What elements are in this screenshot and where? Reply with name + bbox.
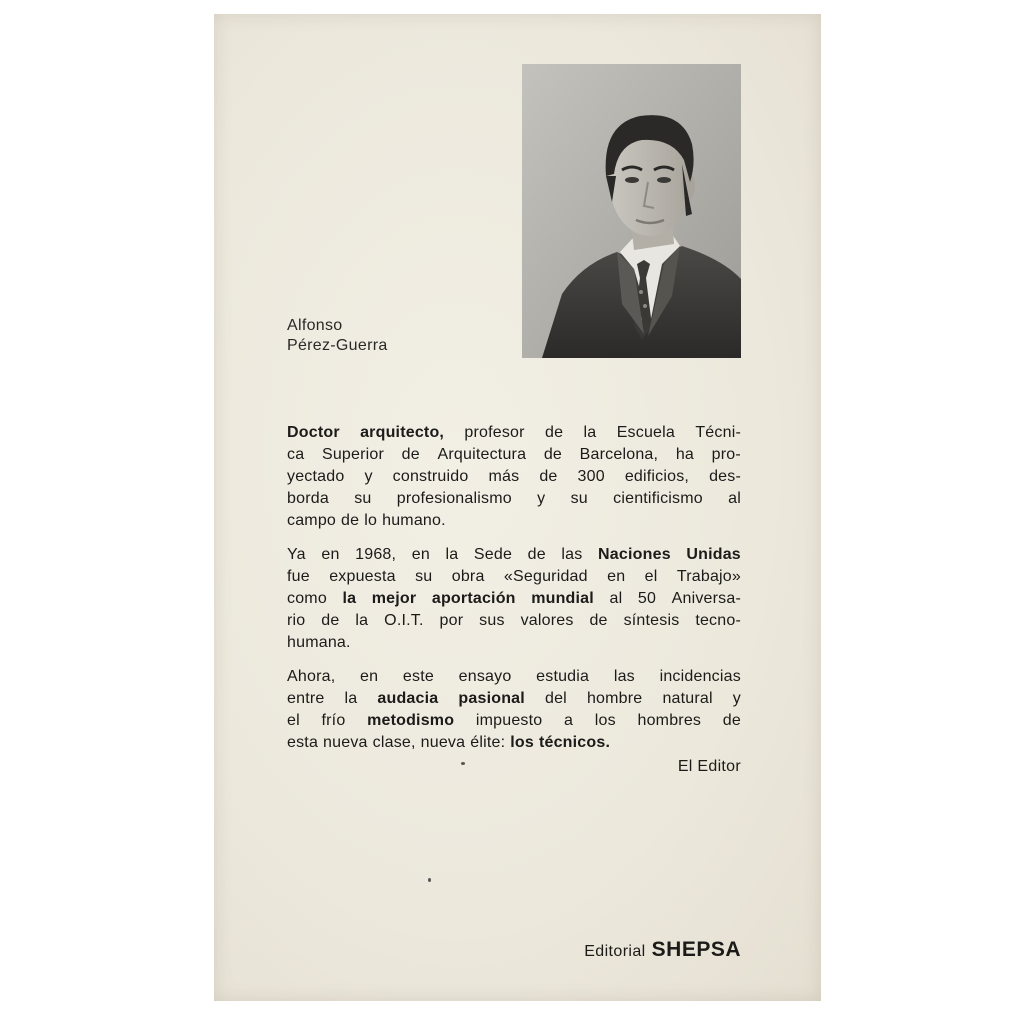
word: la — [344, 690, 358, 707]
word: de — [321, 612, 340, 629]
blurb-line — [287, 588, 741, 610]
blurb-line — [287, 688, 741, 710]
blurb-line — [287, 610, 741, 632]
word: como — [287, 590, 327, 607]
word: Trabajo» — [676, 568, 741, 585]
word: Técni- — [695, 424, 741, 441]
word: Arquitectura — [437, 446, 527, 463]
word: ensayo — [458, 668, 512, 685]
blurb-line — [287, 566, 741, 588]
word: el — [287, 712, 300, 729]
word: profesionalismo — [396, 490, 512, 507]
word: clase, — [372, 734, 416, 751]
word: 300 — [577, 468, 605, 485]
word: a — [564, 712, 574, 729]
word: más — [488, 468, 520, 485]
bold-word: audacia — [377, 690, 439, 707]
back-cover — [214, 14, 821, 1001]
word: nueva — [323, 734, 368, 751]
word: Barcelona, — [579, 446, 659, 463]
bold-word: técnicos. — [538, 734, 611, 751]
word: lo — [364, 512, 378, 529]
word: en — [411, 546, 430, 563]
word: en — [360, 668, 379, 685]
blurb-paragraph — [287, 544, 741, 654]
author-photo — [522, 64, 741, 358]
bold-word: Unidas — [686, 546, 741, 563]
word: 1968, — [355, 546, 397, 563]
word: entre — [287, 690, 325, 707]
bold-word: pasional — [458, 690, 525, 707]
bold-word: los — [510, 734, 534, 751]
word: y — [732, 690, 741, 707]
word: sus — [479, 612, 505, 629]
publisher-imprint — [584, 938, 741, 962]
blurb-line — [287, 422, 741, 444]
word: expuesta — [329, 568, 396, 585]
blurb-line — [287, 466, 741, 488]
word: «Seguridad — [503, 568, 588, 585]
bold-word: Doctor — [287, 424, 340, 441]
word: natural — [662, 690, 713, 707]
word: ca — [287, 446, 305, 463]
word: ha — [675, 446, 695, 463]
portrait-illustration — [522, 64, 741, 358]
bold-word: arquitecto, — [360, 424, 445, 441]
word: por — [439, 612, 464, 629]
bold-word: metodismo — [367, 712, 455, 729]
word: al — [728, 490, 741, 507]
word: del — [544, 690, 567, 707]
word: 50 — [637, 590, 657, 607]
blurb-line — [287, 510, 741, 532]
word: de — [722, 712, 741, 729]
word: pro- — [711, 446, 741, 463]
word: su — [354, 490, 372, 507]
word: hombres — [637, 712, 702, 729]
word: de — [589, 612, 608, 629]
blurb-line — [287, 544, 741, 566]
word: des- — [709, 468, 741, 485]
bold-word: Naciones — [598, 546, 671, 563]
word: impuesto — [475, 712, 543, 729]
word: este — [402, 668, 434, 685]
word: de — [527, 546, 546, 563]
author-name — [287, 316, 388, 356]
word: síntesis — [623, 612, 680, 629]
word: de — [401, 446, 420, 463]
word: Ahora, — [287, 668, 336, 685]
word: élite: — [470, 734, 506, 751]
word: de — [545, 424, 564, 441]
word: tecno- — [695, 612, 741, 629]
word: profesor — [464, 424, 525, 441]
word: frío — [321, 712, 346, 729]
word: construido — [392, 468, 469, 485]
blurb-line — [287, 444, 741, 466]
word: y — [364, 468, 373, 485]
blurb-line — [287, 632, 741, 654]
word: obra — [451, 568, 485, 585]
word: esta — [287, 734, 319, 751]
word: fue — [287, 568, 310, 585]
blurb-text — [287, 422, 741, 766]
bold-word: mundial — [531, 590, 594, 607]
word: y — [537, 490, 546, 507]
word: el — [644, 568, 658, 585]
editor-signature: El Editor — [677, 758, 741, 775]
word: la — [583, 424, 597, 441]
word: la — [445, 546, 459, 563]
word: las — [613, 668, 635, 685]
word: rio — [287, 612, 306, 629]
word: campo — [287, 512, 337, 529]
author-last-name: Pérez-Guerra — [287, 337, 388, 354]
publisher-name: SHEPSA — [651, 938, 741, 961]
word: edificios, — [624, 468, 690, 485]
word: yectado — [287, 468, 345, 485]
word: las — [561, 546, 583, 563]
blurb-line — [287, 732, 741, 754]
word: de — [539, 468, 558, 485]
word: O.I.T. — [384, 612, 424, 629]
word: Escuela — [616, 424, 676, 441]
word: Aniversa- — [671, 590, 741, 607]
paper-speck — [428, 878, 431, 882]
author-first-name: Alfonso — [287, 317, 343, 334]
word: estudia — [536, 668, 590, 685]
word: en — [321, 546, 340, 563]
word: los — [594, 712, 616, 729]
word: borda — [287, 490, 329, 507]
paper-speck — [461, 762, 465, 765]
word: de — [341, 512, 360, 529]
bold-word: la — [342, 590, 357, 607]
word: valores — [520, 612, 574, 629]
word: incidencias — [659, 668, 741, 685]
blurb-paragraph — [287, 666, 741, 754]
blurb-line — [287, 710, 741, 732]
word: la — [355, 612, 369, 629]
word: su — [570, 490, 588, 507]
word: cientificismo — [613, 490, 703, 507]
word: en — [607, 568, 626, 585]
word: hombre — [586, 690, 643, 707]
word: Sede — [473, 546, 513, 563]
word: nueva — [420, 734, 466, 751]
word: humano. — [382, 512, 446, 529]
word: su — [415, 568, 433, 585]
word: Superior — [321, 446, 385, 463]
word: de — [543, 446, 563, 463]
word: Ya — [287, 546, 306, 563]
bold-word: aportación — [431, 590, 516, 607]
bold-word: mejor — [371, 590, 417, 607]
word: al — [609, 590, 623, 607]
blurb-line — [287, 666, 741, 688]
publisher-prefix: Editorial — [584, 943, 646, 960]
blurb-paragraph — [287, 422, 741, 532]
blurb-line — [287, 488, 741, 510]
word: humana. — [287, 634, 351, 651]
